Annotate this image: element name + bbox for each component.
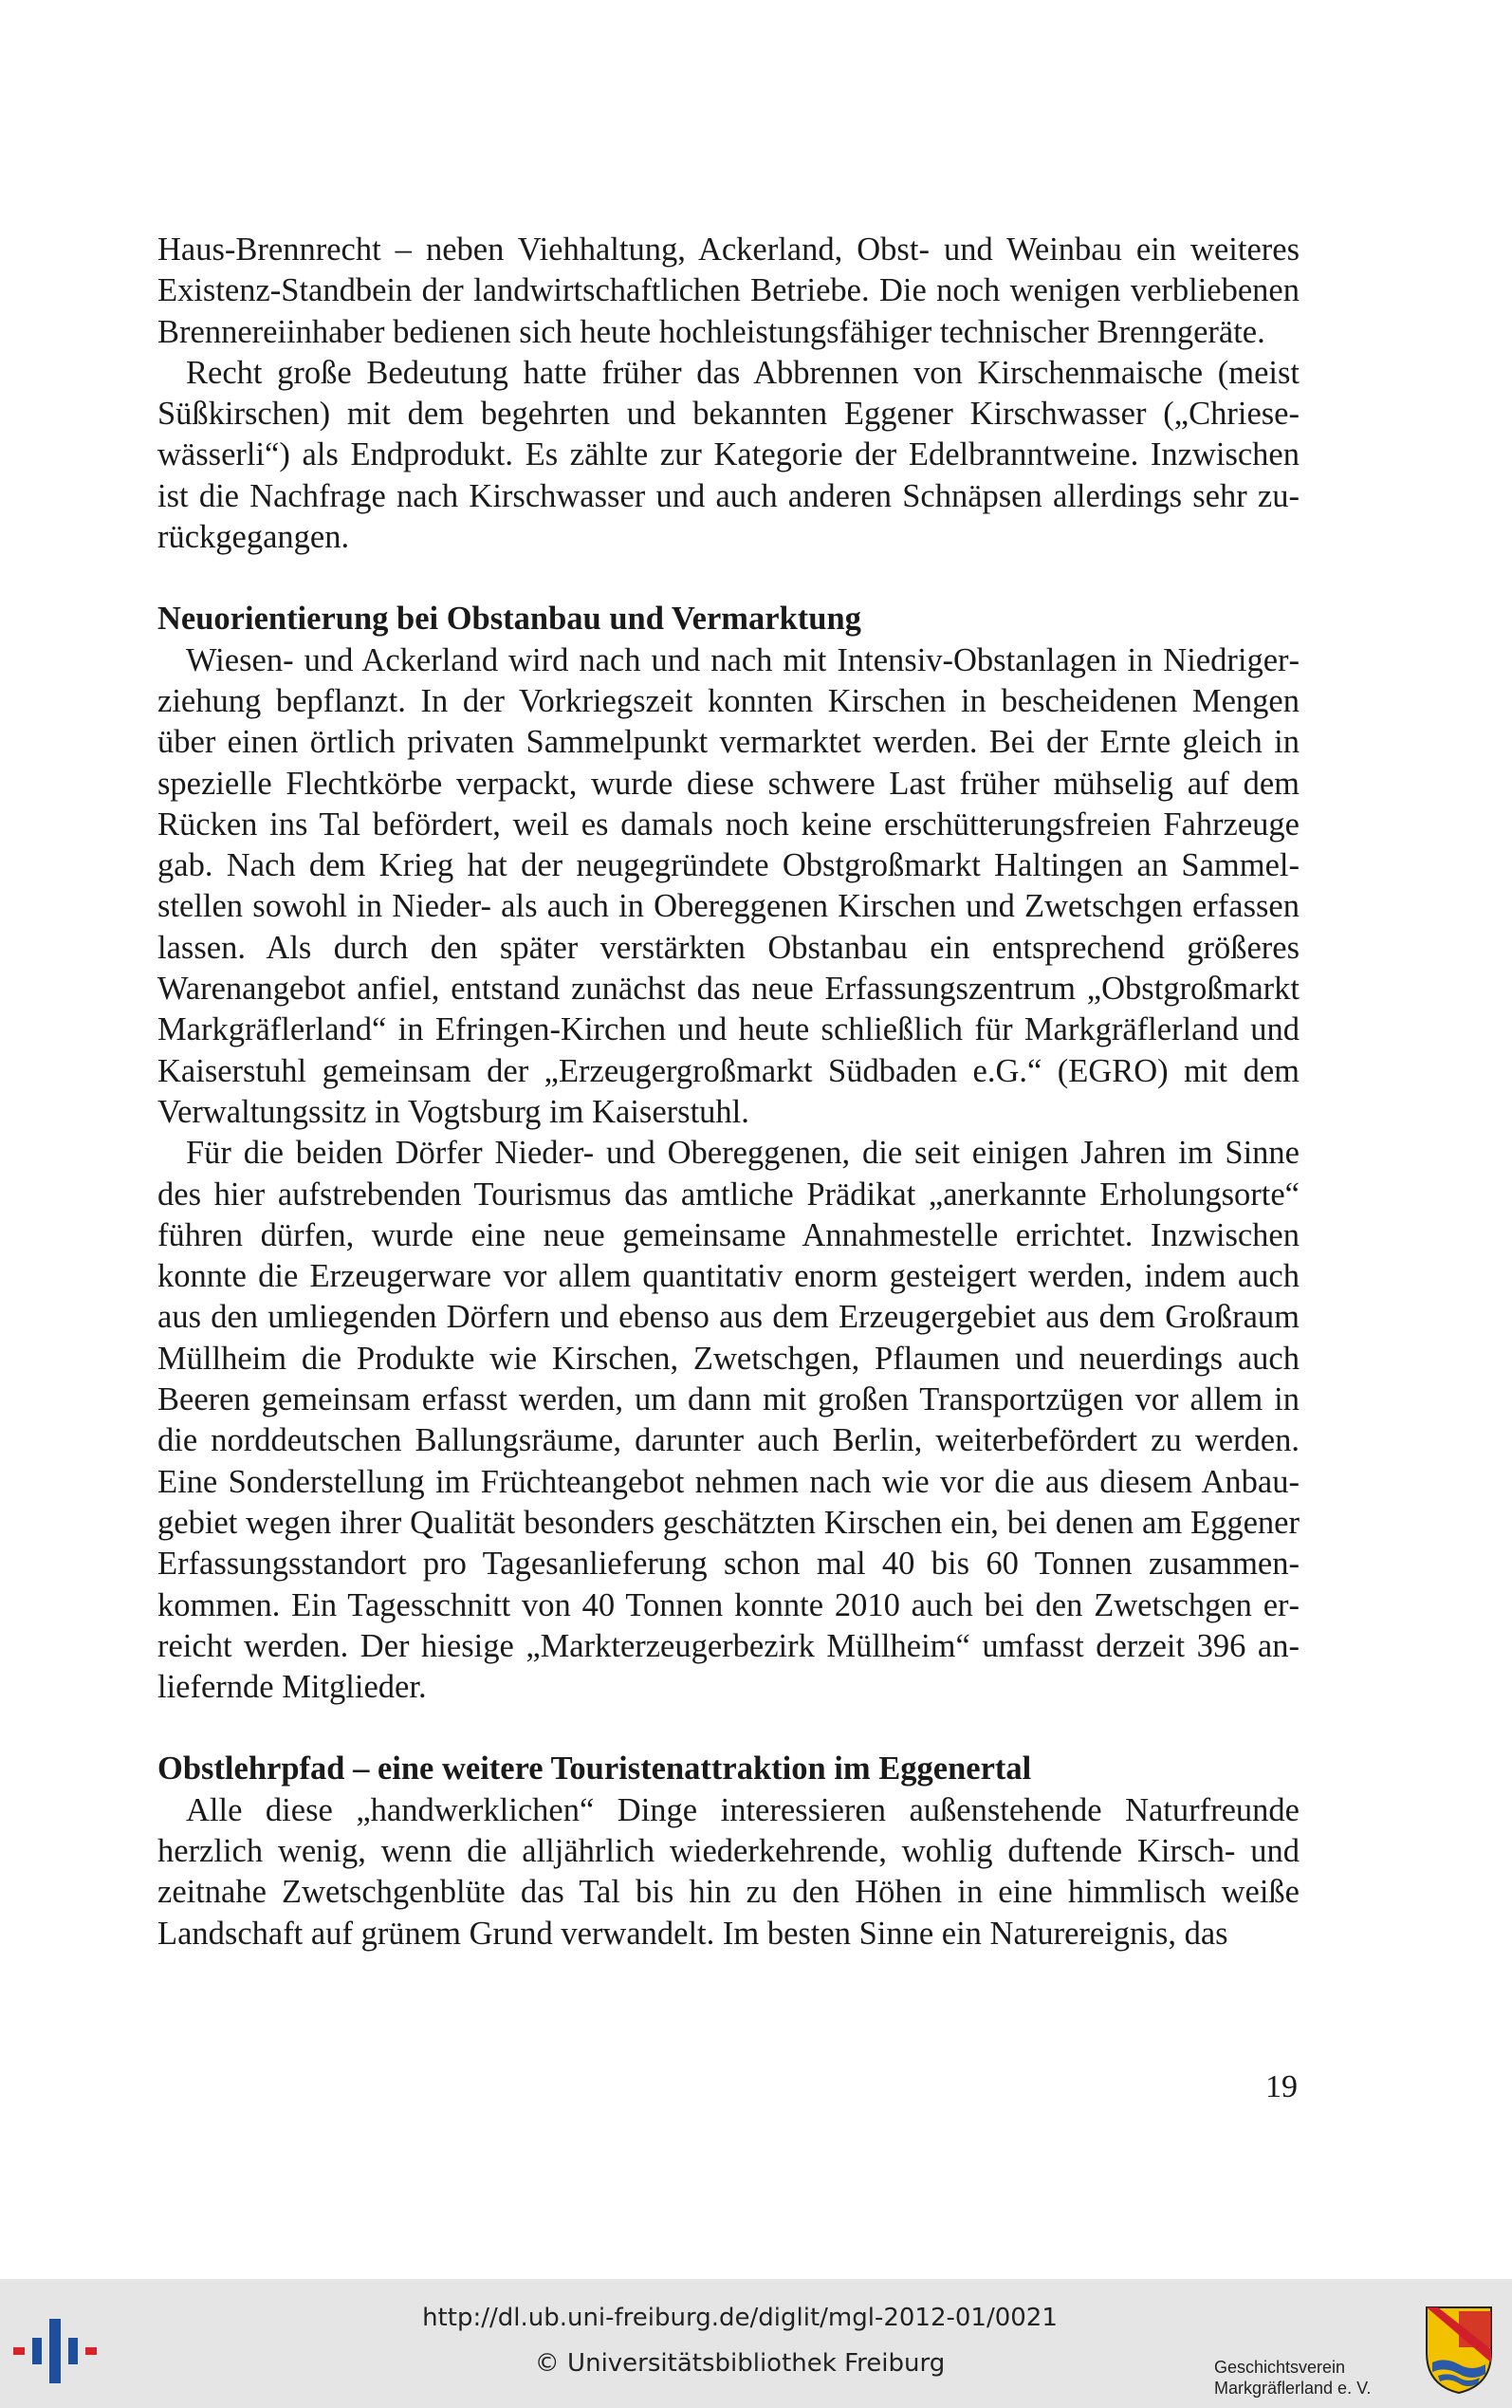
paragraph: Für die beiden Dörfer Nieder- und Obereggenen, die seit einigen Jahren im Sinne des hier aufstrebenden Tourismus das amtliche Prädikat „anerkannte Erholungsorte“ führen dürfen, wurde eine neue gemeinsame Annahmestelle errichtet. Inzwischen konnte die Erzeugerware vor allem quantitativ enorm gesteigert werden, indem auch aus den umliegenden Dörfern und ebenso aus dem Erzeugergebiet aus dem Großraum Müllheim die Produkte wie Kirschen, Zwetschgen, Pflaumen und neuerdings auch Beeren gemeinsam erfasst werden, um dann mit großen Transportzügen vor allem in die norddeutschen Ballungsräume, darunter auch Berlin, weiterbefördert zu werden. Eine Sonderstellung im Früchteangebot nehmen nach wie vor die aus diesem Anbaugebiet wegen ihrer Qualität besonders geschätzten Kirschen ein, bei denen am Eggener Erfassungsstandort pro Tagesanlieferung schon mal 40 bis 60 Tonnen zusammenkommen. Ein Tagesschnitt von 40 Tonnen konnte 2010 auch bei den Zwetschgen erreicht werden. Der hiesige „Markterzeugerbezirk Müllheim“ umfasst derzeit 396 anliefernde Mitglieder. [157, 1135, 1300, 1706]
university-library-logo-icon [13, 2319, 99, 2383]
society-name-line: Geschichtsverein [1214, 2358, 1346, 2377]
digitization-footer [0, 2279, 1512, 2408]
society-name [1214, 2357, 1432, 2399]
permalink[interactable]: http://dl.ub.uni-freiburg.de/diglit/mgl-2012-01/0021 [422, 2304, 1058, 2332]
section-heading: Obstlehrpfad – eine weitere Touristenattraktion im Eggenertal [157, 1750, 1032, 1787]
society-name-line: Markgräflerland e. V. [1214, 2379, 1372, 2398]
paragraph: Alle diese „handwerklichen“ Dinge interessieren außenstehende Naturfreunde herzlich wenig, wenn die alljährlich wiederkehrende, wohlig duftende Kirsch- und zeitnahe Zwetschgenblüte das Tal bis hin zu den Höhen in eine himmlisch weiße Landschaft auf grünem Grund verwandelt. Im besten Sinne ein Naturereignis, das [157, 1791, 1300, 1952]
section-heading: Neuorientierung bei Obstanbau und Vermarktung [157, 601, 861, 638]
paragraph: Recht große Bedeutung hatte früher das Abbrennen von Kirschenmaische (meist Süßkirschen) mit dem begehrten und bekannten Eggener Kirschwasser („Chriesewässerli“) als Endprodukt. Es zählte zur Kategorie der Edelbranntweine. Inzwischen ist die Nachfrage nach Kirschwasser und auch anderen Schnäpsen allerdings sehr zurückgegangen. [157, 354, 1300, 556]
copyright-notice: © Universitätsbibliothek Freiburg [534, 2349, 946, 2378]
article-body [157, 230, 1300, 1954]
paragraph: Wiesen- und Ackerland wird nach und nach mit Intensiv-Obstanlagen in Niedrigerziehung bepflanzt. In der Vorkriegszeit konnten Kirschen in bescheidenen Mengen über einen örtlich privaten Sammelpunkt vermarktet werden. Bei der Ernte gleich in spezielle Flechtkörbe verpackt, wurde diese schwere Last früher mühselig auf dem Rücken ins Tal befördert, weil es damals noch keine erschütterungsfreien Fahrzeuge gab. Nach dem Krieg hat der neugegründete Obstgroßmarkt Haltingen an Sammelstellen sowohl in Nieder- als auch in Obereggenen Kirschen und Zwetschgen erfassen lassen. Als durch den später verstärkten Obstanbau ein entsprechend größeres Warenangebot anfiel, entstand zunächst das neue Erfassungszentrum „Obstgroßmarkt Markgräflerland“ in Efringen-Kirchen und heute schließlich für Markgräflerland und Kaiserstuhl gemeinsam der „Erzeugergroßmarkt Südbaden e.G.“ (EGRO) mit dem Verwaltungssitz in Vogtsburg im Kaiserstuhl. [157, 641, 1300, 1130]
paragraph: Haus-Brennrecht – neben Viehhaltung, Ackerland, Obst- und Weinbau ein weiteres Existenz-Standbein der landwirtschaftlichen Betriebe. Die noch wenigen verbliebenen Brennereiinhaber bedienen sich heute hochleistungsfähiger technischer Brenngeräte. [157, 232, 1300, 350]
page-number: 19 [1265, 2069, 1298, 2104]
coat-of-arms-icon [1425, 2306, 1493, 2395]
